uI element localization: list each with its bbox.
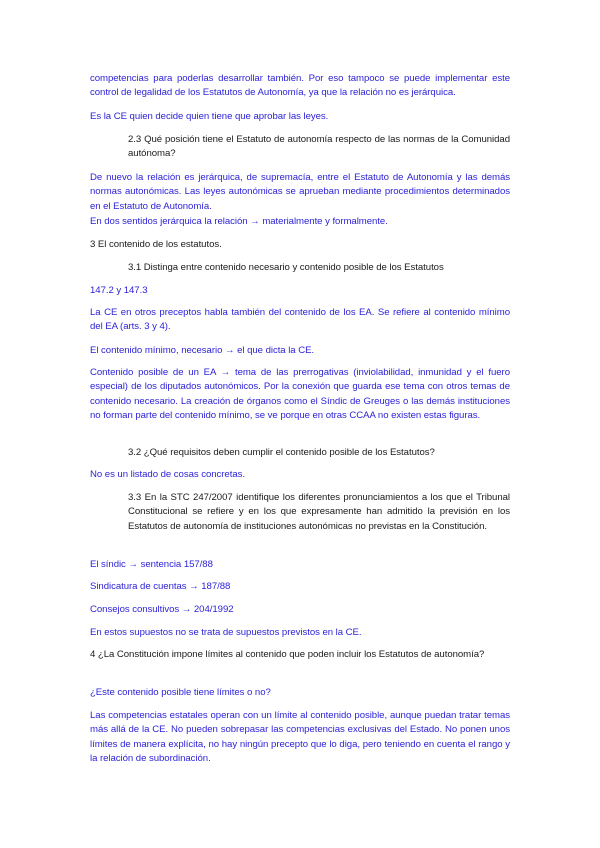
- answer-paragraph: En estos supuestos no se trata de supuestos previstos en la CE.: [90, 627, 362, 638]
- answer-paragraph: 147.2 y 147.3: [90, 285, 148, 296]
- answer-paragraph: Sindicatura de cuentas → 187/88: [90, 581, 231, 592]
- question-3-1: 3.1 Distinga entre contenido necesario y contenido posible de los Estatutos: [128, 262, 444, 273]
- answer-paragraph: De nuevo la relación es jerárquica, de supremacía, entre el Estatuto de Autonomía y las demás normas autonómicas. Las leyes autonómicas se aprueban mediante procedimientos determinados en el Estatuto de Autonomía.: [90, 172, 510, 212]
- answer-paragraph: Las competencias estatales operan con un límite al contenido posible, aunque puedan tratar temas más allá de la CE. No pueden sobrepasar las competencias exclusivas del Estado. No ponen unos límites de manera explícita, no hay ningún precepto que lo diga, pero teniendo en cuenta el rango y la relación de subordinación.: [90, 710, 510, 765]
- answer-paragraph: La CE en otros preceptos habla también del contenido de los EA. Se refiere al contenido mínimo del EA (arts. 3 y 4).: [90, 307, 510, 333]
- answer-paragraph: No es un listado de cosas concretas.: [90, 469, 245, 480]
- answer-paragraph: El síndic → sentencia 157/88: [90, 559, 213, 570]
- answer-paragraph: ¿Este contenido posible tiene límites o no?: [90, 687, 271, 698]
- answer-paragraph: Es la CE quien decide quien tiene que aprobar las leyes.: [90, 111, 329, 122]
- answer-paragraph: En dos sentidos jerárquica la relación → materialmente y formalmente.: [90, 216, 388, 227]
- question-3-2: 3.2 ¿Qué requisitos deben cumplir el contenido posible de los Estatutos?: [128, 447, 435, 458]
- section-heading-3: 3 El contenido de los estatutos.: [90, 239, 222, 250]
- question-2-3: 2.3 Qué posición tiene el Estatuto de autonomía respecto de las normas de la Comunidad autónoma?: [128, 134, 510, 160]
- answer-paragraph: El contenido mínimo, necesario → el que dicta la CE.: [90, 345, 315, 356]
- question-3-3: 3.3 En la STC 247/2007 identifique los diferentes pronunciamientos a los que el Tribunal Constitucional se refiere y en los que expresamente han admitido la previsión en los Estatutos de autonomía de instituciones autonómicas no previstas en la Constitución.: [128, 492, 510, 532]
- question-4: 4 ¿La Constitución impone límites al contenido que poden incluir los Estatutos de autonomía?: [90, 649, 485, 660]
- answer-paragraph: Consejos consultivos → 204/1992: [90, 604, 234, 615]
- answer-paragraph: competencias para poderlas desarrollar también. Por eso tampoco se puede implementar este control de legalidad de los Estatutos de Autonomía, ya que la relación no es jerárquica.: [90, 73, 510, 99]
- answer-paragraph: Contenido posible de un EA → tema de las prerrogativas (inviolabilidad, inmunidad y el fuero especial) de los diputados autonómicos. Por la conexión que guarda ese tema con otros temas de contenido necesario. La creación de órganos como el Síndic de Greuges o las demás instituciones no forman parte del contenido mínimo, se ve porque en otras CCAA no existen estas figuras.: [90, 367, 510, 422]
